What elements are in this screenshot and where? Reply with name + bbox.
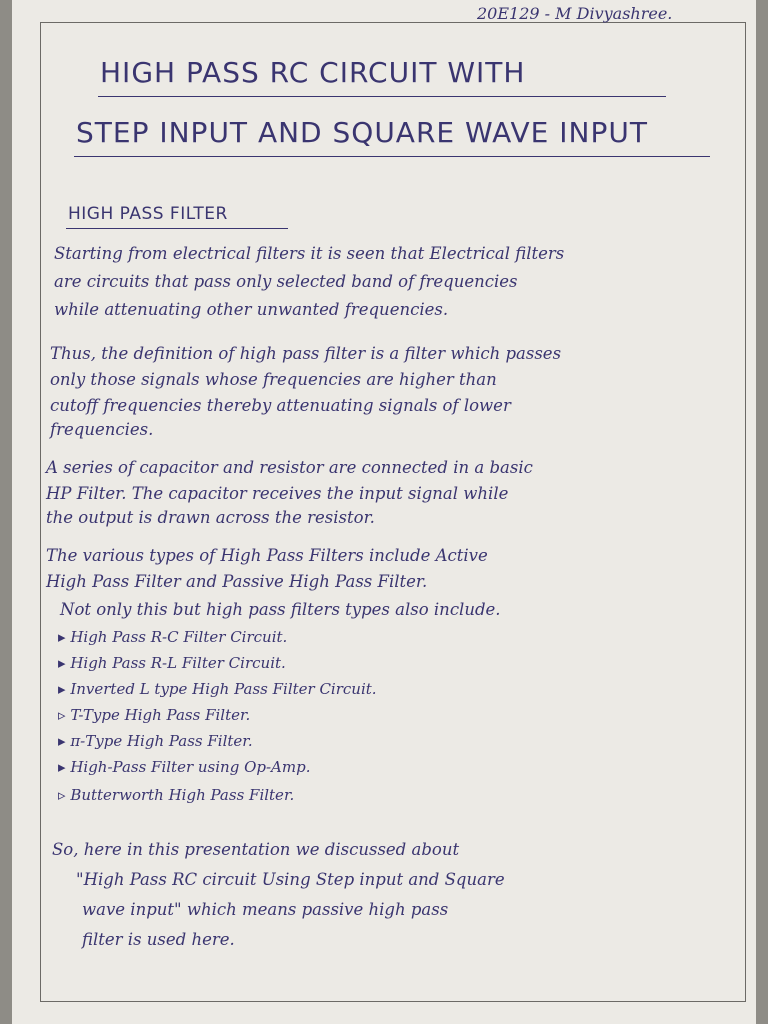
list-item: ▸ High Pass R-L Filter Circuit. xyxy=(58,654,286,672)
list-item: ▸ High-Pass Filter using Op-Amp. xyxy=(58,758,311,776)
paragraph-line: High Pass Filter and Passive High Pass Filter. xyxy=(46,572,428,591)
paragraph-line: cutoff frequencies thereby attenuating signals of lower xyxy=(50,396,511,415)
triangle-bullet-icon: ▸ xyxy=(58,654,71,672)
paragraph-line: filter is used here. xyxy=(82,930,235,949)
list-item: ▹ Butterworth High Pass Filter. xyxy=(58,786,295,804)
section-heading: HIGH PASS FILTER xyxy=(68,204,228,224)
list-item: ▸ High Pass R-C Filter Circuit. xyxy=(58,628,288,646)
triangle-bullet-icon: ▸ xyxy=(58,680,71,698)
triangle-bullet-icon: ▹ xyxy=(58,706,71,724)
paragraph-line: Thus, the definition of high pass filter is a filter which passes xyxy=(50,344,562,363)
paragraph-line: are circuits that pass only selected band of frequencies xyxy=(54,272,518,291)
paragraph-line: HP Filter. The capacitor receives the input signal while xyxy=(46,484,509,503)
author-signature: 20E129 - M Divyashree. xyxy=(477,4,673,23)
paragraph-line: A series of capacitor and resistor are connected in a basic xyxy=(46,458,533,477)
list-item: ▸ Inverted L type High Pass Filter Circuit. xyxy=(58,680,377,698)
page-title-line-2: STEP INPUT AND SQUARE WAVE INPUT xyxy=(76,116,648,149)
paragraph-line: The various types of High Pass Filters include Active xyxy=(46,546,488,565)
title-underline-1 xyxy=(98,96,666,97)
triangle-bullet-icon: ▸ xyxy=(58,628,71,646)
paragraph-line: wave input" which means passive high pass xyxy=(82,900,449,919)
paragraph-line: only those signals whose frequencies are higher than xyxy=(50,370,497,389)
list-item: ▹ T-Type High Pass Filter. xyxy=(58,706,251,724)
paragraph-line: Starting from electrical filters it is seen that Electrical filters xyxy=(54,244,565,263)
title-underline-2 xyxy=(74,156,710,157)
triangle-bullet-icon: ▸ xyxy=(58,732,71,750)
paragraph-line: "High Pass RC circuit Using Step input and Square xyxy=(76,870,505,889)
page-title-line-1: HIGH PASS RC CIRCUIT WITH xyxy=(100,56,526,89)
paragraph-line: the output is drawn across the resistor. xyxy=(46,508,375,527)
paragraph-line: So, here in this presentation we discussed about xyxy=(52,840,460,859)
paragraph-line: frequencies. xyxy=(50,420,154,439)
paragraph-line: while attenuating other unwanted frequencies. xyxy=(54,300,449,319)
triangle-bullet-icon: ▹ xyxy=(58,786,71,804)
paragraph-line: Not only this but high pass filters types also include. xyxy=(60,600,501,619)
section-heading-underline xyxy=(66,228,288,229)
notebook-page xyxy=(12,0,756,1024)
list-item: ▸ π-Type High Pass Filter. xyxy=(58,732,253,750)
triangle-bullet-icon: ▸ xyxy=(58,758,71,776)
